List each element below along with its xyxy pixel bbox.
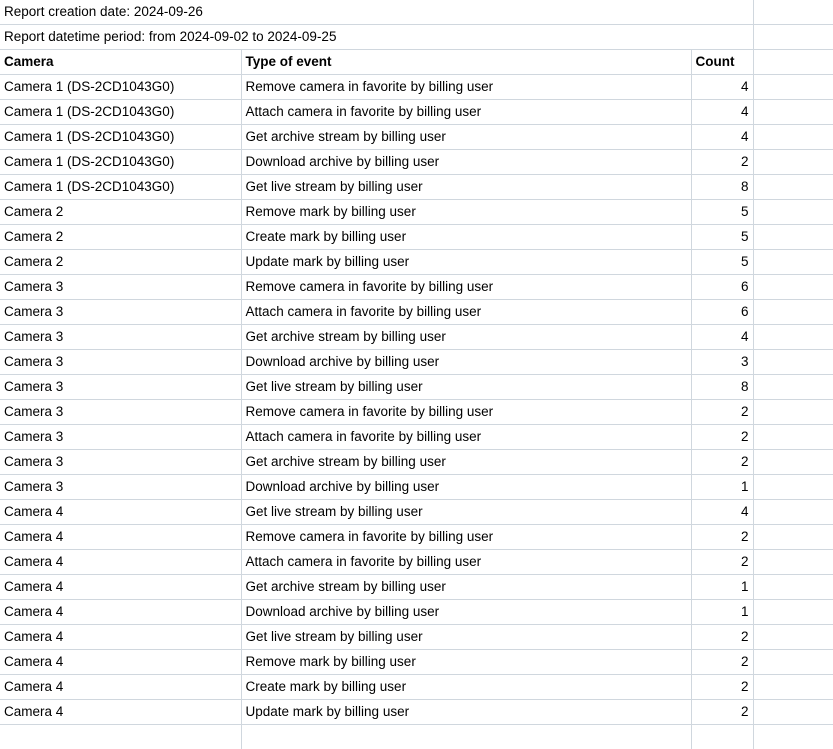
table-row — [0, 400, 833, 425]
spacer-cell — [753, 700, 833, 725]
table-row — [0, 500, 833, 525]
cell-event: Get live stream by billing user — [241, 625, 691, 650]
report-creation-row — [0, 0, 833, 25]
cell-count: 4 — [691, 125, 753, 150]
spacer-cell — [753, 325, 833, 350]
table-row — [0, 125, 833, 150]
cell-count: 4 — [691, 100, 753, 125]
cell-camera: Camera 3 — [0, 325, 241, 350]
cell-event: Create mark by billing user — [241, 675, 691, 700]
table-row — [0, 100, 833, 125]
spacer-cell — [753, 300, 833, 325]
spacer-cell — [753, 125, 833, 150]
cell-camera: Camera 3 — [0, 275, 241, 300]
cell-camera: Camera 4 — [0, 700, 241, 725]
cell-event: Download archive by billing user — [241, 350, 691, 375]
cell-count: 8 — [691, 375, 753, 400]
spacer-cell — [753, 425, 833, 450]
cell-event: Get archive stream by billing user — [241, 450, 691, 475]
cell-count: 2 — [691, 525, 753, 550]
table-row — [0, 175, 833, 200]
cell-count: 2 — [691, 425, 753, 450]
cell-camera: Camera 3 — [0, 425, 241, 450]
cell-camera: Camera 4 — [0, 550, 241, 575]
cell-event: Update mark by billing user — [241, 700, 691, 725]
cell-camera: Camera 4 — [0, 650, 241, 675]
spacer-cell — [753, 500, 833, 525]
cell-count: 6 — [691, 300, 753, 325]
table-row — [0, 200, 833, 225]
cell-count: 5 — [691, 225, 753, 250]
spacer-cell — [753, 175, 833, 200]
cell-camera: Camera 4 — [0, 625, 241, 650]
table-row — [0, 575, 833, 600]
cell-event: Remove camera in favorite by billing user — [241, 525, 691, 550]
cell-event: Attach camera in favorite by billing user — [241, 100, 691, 125]
spacer-cell — [753, 525, 833, 550]
cell-count-empty — [691, 725, 753, 749]
cell-count: 6 — [691, 275, 753, 300]
spacer-cell — [753, 550, 833, 575]
spacer-cell — [753, 400, 833, 425]
cell-event: Remove mark by billing user — [241, 650, 691, 675]
table-row — [0, 600, 833, 625]
cell-event-empty — [241, 725, 691, 749]
table-row — [0, 625, 833, 650]
cell-count: 5 — [691, 200, 753, 225]
cell-event: Get archive stream by billing user — [241, 575, 691, 600]
table-row — [0, 350, 833, 375]
table-row — [0, 650, 833, 675]
spacer-cell — [753, 375, 833, 400]
cell-camera: Camera 3 — [0, 475, 241, 500]
cell-event: Get live stream by billing user — [241, 500, 691, 525]
cell-count: 4 — [691, 75, 753, 100]
cell-camera: Camera 2 — [0, 250, 241, 275]
table-row — [0, 150, 833, 175]
table-row — [0, 300, 833, 325]
cell-camera-empty — [0, 725, 241, 749]
cell-event: Remove mark by billing user — [241, 200, 691, 225]
cell-camera: Camera 2 — [0, 200, 241, 225]
spacer-cell — [753, 625, 833, 650]
cell-count: 1 — [691, 475, 753, 500]
cell-camera: Camera 1 (DS-2CD1043G0) — [0, 75, 241, 100]
cell-count: 2 — [691, 150, 753, 175]
cell-event: Remove camera in favorite by billing user — [241, 400, 691, 425]
cell-camera: Camera 4 — [0, 500, 241, 525]
cell-count: 2 — [691, 625, 753, 650]
cell-count: 5 — [691, 250, 753, 275]
table-row — [0, 475, 833, 500]
cell-count: 1 — [691, 600, 753, 625]
spacer-cell — [753, 50, 833, 75]
cell-event: Get archive stream by billing user — [241, 125, 691, 150]
cell-event: Get archive stream by billing user — [241, 325, 691, 350]
spacer-cell — [753, 25, 833, 50]
cell-camera: Camera 3 — [0, 450, 241, 475]
spacer-cell — [753, 575, 833, 600]
cell-event: Create mark by billing user — [241, 225, 691, 250]
spacer-cell — [753, 150, 833, 175]
cell-event: Get live stream by billing user — [241, 175, 691, 200]
spacer-cell — [753, 600, 833, 625]
cell-camera: Camera 3 — [0, 300, 241, 325]
cell-event: Download archive by billing user — [241, 600, 691, 625]
report-period-row — [0, 25, 833, 50]
cell-count: 3 — [691, 350, 753, 375]
cell-camera: Camera 3 — [0, 400, 241, 425]
table-row — [0, 225, 833, 250]
cell-camera: Camera 4 — [0, 575, 241, 600]
table-row — [0, 75, 833, 100]
cell-event: Get live stream by billing user — [241, 375, 691, 400]
cell-count: 2 — [691, 675, 753, 700]
spacer-cell — [753, 250, 833, 275]
cell-count: 2 — [691, 400, 753, 425]
cell-count: 2 — [691, 550, 753, 575]
column-header-count: Count — [691, 50, 753, 75]
cell-count: 4 — [691, 500, 753, 525]
spacer-cell — [753, 275, 833, 300]
cell-event: Attach camera in favorite by billing user — [241, 550, 691, 575]
spacer-cell — [753, 200, 833, 225]
cell-count: 2 — [691, 450, 753, 475]
table-row — [0, 275, 833, 300]
cell-count: 2 — [691, 700, 753, 725]
report-datetime-period: Report datetime period: from 2024-09-02 to 2024-09-25 — [0, 25, 753, 50]
cell-camera: Camera 1 (DS-2CD1043G0) — [0, 175, 241, 200]
cell-count: 2 — [691, 650, 753, 675]
cell-camera: Camera 4 — [0, 675, 241, 700]
spacer-cell — [753, 650, 833, 675]
table-row — [0, 250, 833, 275]
table-header-row — [0, 50, 833, 75]
table-row — [0, 700, 833, 725]
column-header-camera: Camera — [0, 50, 241, 75]
table-row — [0, 375, 833, 400]
table-row — [0, 450, 833, 475]
cell-camera: Camera 3 — [0, 375, 241, 400]
spacer-cell — [753, 350, 833, 375]
cell-camera: Camera 1 (DS-2CD1043G0) — [0, 100, 241, 125]
table-row — [0, 325, 833, 350]
spacer-cell — [753, 725, 833, 749]
spacer-cell — [753, 475, 833, 500]
cell-camera: Camera 4 — [0, 600, 241, 625]
spacer-cell — [753, 75, 833, 100]
table-row — [0, 525, 833, 550]
spacer-cell — [753, 675, 833, 700]
table-trailing-blank-row — [0, 725, 833, 749]
cell-event: Update mark by billing user — [241, 250, 691, 275]
table-row — [0, 550, 833, 575]
spacer-cell — [753, 100, 833, 125]
cell-camera: Camera 2 — [0, 225, 241, 250]
cell-event: Remove camera in favorite by billing user — [241, 75, 691, 100]
cell-camera: Camera 4 — [0, 525, 241, 550]
cell-camera: Camera 1 (DS-2CD1043G0) — [0, 150, 241, 175]
spacer-cell — [753, 225, 833, 250]
cell-event: Download archive by billing user — [241, 475, 691, 500]
cell-count: 8 — [691, 175, 753, 200]
cell-count: 4 — [691, 325, 753, 350]
cell-event: Attach camera in favorite by billing user — [241, 425, 691, 450]
column-header-event: Type of event — [241, 50, 691, 75]
cell-count: 1 — [691, 575, 753, 600]
spacer-cell — [753, 0, 833, 25]
cell-event: Attach camera in favorite by billing user — [241, 300, 691, 325]
table-row — [0, 675, 833, 700]
cell-camera: Camera 3 — [0, 350, 241, 375]
cell-camera: Camera 1 (DS-2CD1043G0) — [0, 125, 241, 150]
spacer-cell — [753, 450, 833, 475]
table-row — [0, 425, 833, 450]
cell-event: Download archive by billing user — [241, 150, 691, 175]
report-creation-date: Report creation date: 2024-09-26 — [0, 0, 753, 25]
cell-event: Remove camera in favorite by billing user — [241, 275, 691, 300]
